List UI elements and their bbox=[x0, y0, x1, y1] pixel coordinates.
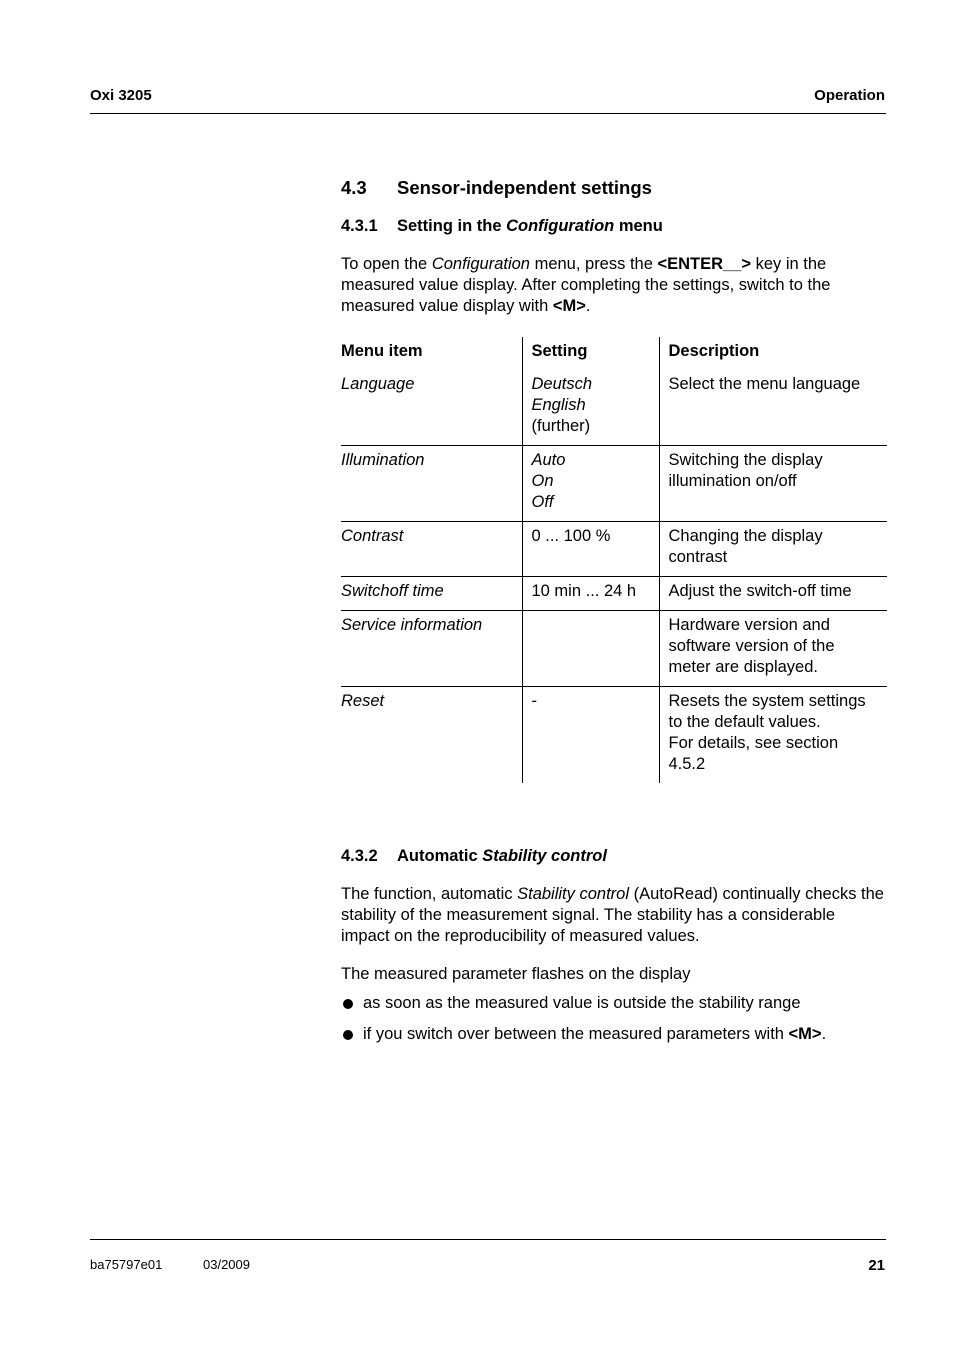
paragraph-text: The function, automatic bbox=[341, 885, 518, 903]
menu-item-cell bbox=[341, 611, 522, 687]
footer-document-id: ba75797e01 bbox=[90, 1257, 163, 1272]
description-line: Select the menu language bbox=[668, 375, 861, 393]
menu-item-cell bbox=[341, 446, 522, 522]
setting-value: 0 ... 100 % bbox=[531, 527, 611, 545]
description-cell bbox=[659, 370, 887, 446]
column-header: Description bbox=[659, 337, 887, 370]
setting-option: Auto bbox=[531, 451, 566, 469]
subsection-number: 4.3.2 bbox=[341, 847, 378, 865]
setting-cell bbox=[522, 446, 659, 522]
setting-option: English bbox=[531, 396, 586, 414]
description-line: 4.5.2 bbox=[668, 755, 706, 773]
running-header-title: Oxi 3205 bbox=[90, 87, 152, 104]
menu-item-name: Reset bbox=[341, 692, 385, 710]
table-row bbox=[341, 577, 887, 611]
setting-option: Deutsch bbox=[531, 375, 593, 393]
footer-rule bbox=[90, 1239, 886, 1240]
intro-paragraph bbox=[341, 254, 887, 317]
menu-item-name: Language bbox=[341, 375, 415, 393]
setting-value: 10 min ... 24 h bbox=[531, 582, 637, 600]
description-line: Switching the display bbox=[668, 451, 823, 469]
m-key-label: <M> bbox=[552, 297, 586, 315]
setting-option: Off bbox=[531, 493, 554, 511]
setting-cell bbox=[522, 577, 659, 611]
table-row bbox=[341, 522, 887, 577]
description-cell bbox=[659, 522, 887, 577]
description-line: Resets the system settings bbox=[668, 692, 866, 710]
description-line: Changing the display bbox=[668, 527, 823, 545]
menu-item-cell bbox=[341, 687, 522, 784]
subsection-title-text: Automatic bbox=[397, 847, 483, 865]
table-row bbox=[341, 370, 887, 446]
description-line: contrast bbox=[668, 548, 728, 566]
setting-cell bbox=[522, 611, 659, 687]
menu-item-cell bbox=[341, 522, 522, 577]
description-line: to the default values. bbox=[668, 713, 821, 731]
section-title: Sensor-independent settings bbox=[397, 177, 652, 198]
page-number: 21 bbox=[868, 1257, 885, 1274]
footer-date: 03/2009 bbox=[203, 1257, 250, 1272]
configuration-table bbox=[341, 337, 887, 783]
setting-value: (further) bbox=[531, 417, 591, 435]
header-rule bbox=[90, 113, 886, 114]
m-key-label: <M> bbox=[788, 1025, 822, 1043]
description-line: For details, see section bbox=[668, 734, 839, 752]
description-line: Hardware version and bbox=[668, 616, 830, 634]
subsection-title-menu-name: Configuration bbox=[506, 217, 615, 235]
menu-item-name: Service information bbox=[341, 616, 483, 634]
setting-value: - bbox=[531, 692, 537, 710]
section-heading bbox=[341, 177, 652, 199]
list-item bbox=[341, 1024, 887, 1045]
intro-text: To open the bbox=[341, 255, 432, 273]
bullet-icon bbox=[343, 1030, 353, 1040]
subsection-heading-stability bbox=[341, 847, 607, 866]
description-cell bbox=[659, 446, 887, 522]
intro-text: key in the measured value display. After completing the settings, switch to the measured value display with bbox=[341, 255, 831, 315]
setting-cell bbox=[522, 687, 659, 784]
bullet-text-part: . bbox=[821, 1025, 827, 1043]
setting-option: On bbox=[531, 472, 554, 490]
intro-menu-name: Configuration bbox=[431, 255, 530, 273]
menu-item-name: Switchoff time bbox=[341, 582, 444, 600]
subsection-title-text: Setting in the bbox=[397, 217, 507, 235]
list-item bbox=[341, 993, 887, 1014]
intro-text: menu, press the bbox=[529, 255, 658, 273]
bullet-text-part: if you switch over between the measured parameters with bbox=[363, 1025, 789, 1043]
flash-paragraph: The measured parameter flashes on the display bbox=[341, 965, 691, 983]
subsection-title-text-end: menu bbox=[614, 217, 663, 235]
description-line: illumination on/off bbox=[668, 472, 797, 490]
menu-item-cell bbox=[341, 577, 522, 611]
description-line: Adjust the switch-off time bbox=[668, 582, 852, 600]
intro-text: . bbox=[585, 297, 591, 315]
table-header-row bbox=[341, 337, 887, 370]
enter-key-label: <ENTER__> bbox=[657, 255, 752, 273]
column-header: Setting bbox=[522, 337, 659, 370]
menu-item-name: Contrast bbox=[341, 527, 404, 545]
bullet-icon bbox=[343, 999, 353, 1009]
table-row bbox=[341, 446, 887, 522]
description-cell bbox=[659, 687, 887, 784]
subsection-title-function-name: Stability control bbox=[482, 847, 607, 865]
function-name: Stability control bbox=[517, 885, 629, 903]
description-line: meter are displayed. bbox=[668, 658, 818, 676]
table-row bbox=[341, 611, 887, 687]
section-number: 4.3 bbox=[341, 177, 367, 198]
menu-item-cell bbox=[341, 370, 522, 446]
paragraph-text: (AutoRead) continually checks the stability of the measurement signal. The stability has a considerable impact on the reproducibility of measured values. bbox=[341, 885, 884, 945]
subsection-heading-configuration bbox=[341, 217, 663, 236]
bullet-text: as soon as the measured value is outside the stability range bbox=[363, 994, 801, 1012]
description-line: software version of the bbox=[668, 637, 835, 655]
description-cell bbox=[659, 577, 887, 611]
stability-paragraph bbox=[341, 884, 887, 947]
setting-cell bbox=[522, 522, 659, 577]
subsection-number: 4.3.1 bbox=[341, 217, 378, 235]
column-header: Menu item bbox=[341, 342, 423, 360]
menu-item-name: Illumination bbox=[341, 451, 425, 469]
bullet-text bbox=[363, 1024, 826, 1045]
setting-cell bbox=[522, 370, 659, 446]
table-row bbox=[341, 687, 887, 784]
description-cell bbox=[659, 611, 887, 687]
running-header-chapter: Operation bbox=[814, 87, 885, 104]
